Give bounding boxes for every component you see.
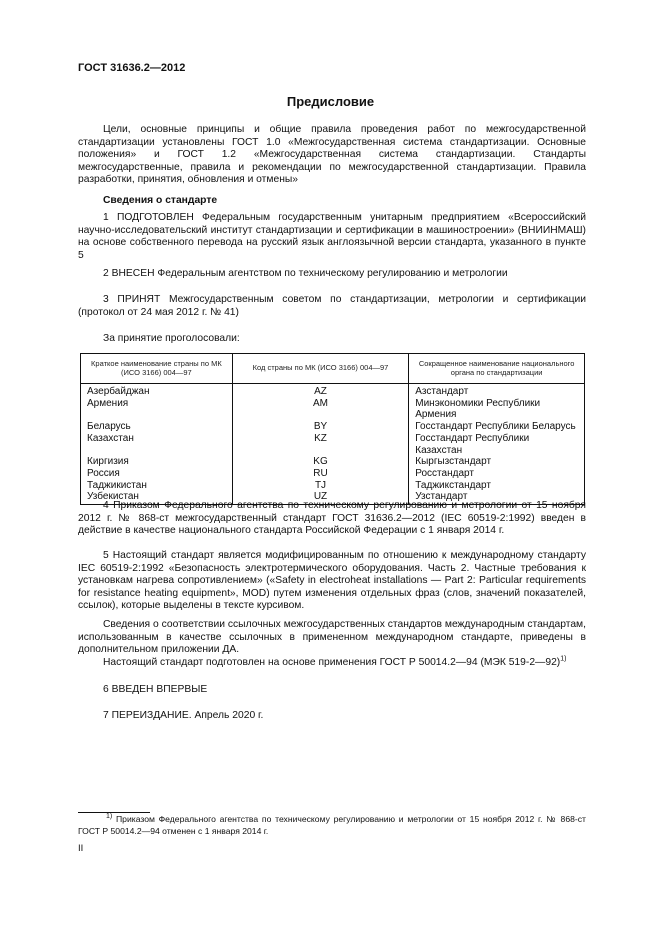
table-row [81,468,585,480]
standards-body: Азстандарт [409,384,585,398]
standards-body: Узстандарт [409,491,585,504]
intro-paragraph: Цели, основные принципы и общие правила проведения работ по межгосударственной стандартизации установлены ГОСТ 1.0 «Межгосударственная система стандартизации. Основные положения» и ГОСТ 1.2 «Межгосударственная система стандартизации. Стандарты межгосударственные, правила и рекомендации по межгосударственной стандартизации. Правила разработки, принятия, обновления и отмены» [78,124,586,186]
table-header: Сокращенное наименование национального органа по стандартизации [409,354,585,384]
country-code: RU [232,468,409,480]
country-name: Россия [81,468,233,480]
country-name: Армения [81,398,233,421]
item-4-paragraph: 4 Приказом Федерального агентства по техническому регулированию и метрологии от 15 ноября 2012 г. № 868-ст межгосударственный стандарт ГОСТ 31636.2—2012 (IEC 60519-2:1992) введен в действие в качестве национального стандарта Российской Федерации с 1 января 2014 г. [78,500,586,537]
standards-body: Таджикстандарт [409,480,585,492]
country-code: KG [232,456,409,468]
table-row [81,456,585,468]
country-code: UZ [232,491,409,504]
item-3-paragraph: 3 ПРИНЯТ Межгосударственным советом по стандартизации, метрологии и сертификации (протокол от 24 мая 2012 г. № 41) [78,294,586,318]
table-row [81,433,585,456]
standards-body: Госстандарт Республики Казахстан [409,433,585,456]
country-code: TJ [232,480,409,492]
page-number: II [78,843,84,854]
standards-body: Минэкономики Республики Армения [409,398,585,421]
item-5-basis-text: Настоящий стандарт подготовлен на основе применения ГОСТ Р 50014.2—94 (МЭК 519-2—92) [103,657,561,668]
item-5-references-paragraph: Сведения о соответствии ссылочных межгосударственных стандартов международным стандартам, использованным в качестве ссылочных в примененном международном стандарте, приведены в дополнительном приложении ДА. [78,619,586,656]
country-name: Казахстан [81,433,233,456]
country-code: BY [232,421,409,433]
country-name: Беларусь [81,421,233,433]
subheading: Сведения о стандарте [103,195,218,206]
page-title: Предисловие [286,94,375,109]
item-5-paragraph: 5 Настоящий стандарт является модифицированным по отношению к международному стандарту IEC 60519-2:1992 «Безопасность электротермического оборудования. Часть 2. Частные требования к установкам нагрева сопротивлением» («Safety in electroheat installations — Part 2: Particular requirements for resistance heating equipment», MOD) путем изменения отдельных фраз (слов, значений показателей, ссылок), которые выделены в тексте курсивом. [78,550,586,612]
footnote-reference[interactable]: 1) [560,655,567,663]
standards-body: Госстандарт Республики Беларусь [409,421,585,433]
table-row [81,480,585,492]
country-code: AM [232,398,409,421]
item-6-paragraph: 6 ВВЕДЕН ВПЕРВЫЕ [103,684,208,695]
footnote [78,814,586,837]
country-name: Киргизия [81,456,233,468]
item-5-basis-paragraph [78,657,586,670]
standards-body: Росстандарт [409,468,585,480]
table-header: Код страны по МК (ИСО 3166) 004—97 [232,354,409,384]
country-code: AZ [232,384,409,398]
item-7-paragraph: 7 ПЕРЕИЗДАНИЕ. Апрель 2020 г. [103,710,264,721]
table-row [81,421,585,433]
vote-intro: За принятие проголосовали: [103,333,240,344]
document-code: ГОСТ 31636.2—2012 [78,62,186,74]
footnote-separator [78,812,150,813]
footnote-mark: 1) [106,813,113,821]
country-name: Азербайджан [81,384,233,398]
country-code: KZ [232,433,409,456]
item-2-paragraph: 2 ВНЕСЕН Федеральным агентством по техническому регулированию и метрологии [103,268,508,279]
table-row [81,384,585,398]
footnote-text: Приказом Федерального агентства по техническому регулированию и метрологии от 15 ноября 2012 г. № 868-ст ГОСТ Р 50014.2—94 отменен с 1 января 2014 г. [78,814,586,836]
table-row [81,398,585,421]
country-name: Таджикистан [81,480,233,492]
table-header: Краткое наименование страны по МК (ИСО 3166) 004—97 [81,354,233,384]
standards-body: Кыргызстандарт [409,456,585,468]
item-1-paragraph: 1 ПОДГОТОВЛЕН Федеральным государственным унитарным предприятием «Всероссийский научно-исследовательский институт стандартизации и сертификации в машиностроении» (ВНИИНМАШ) на основе собственного перевода на русский язык англоязычной версии стандарта, указанного в пункте 5 [78,212,586,261]
country-name: Узбекистан [81,491,233,504]
voting-table [80,353,585,505]
